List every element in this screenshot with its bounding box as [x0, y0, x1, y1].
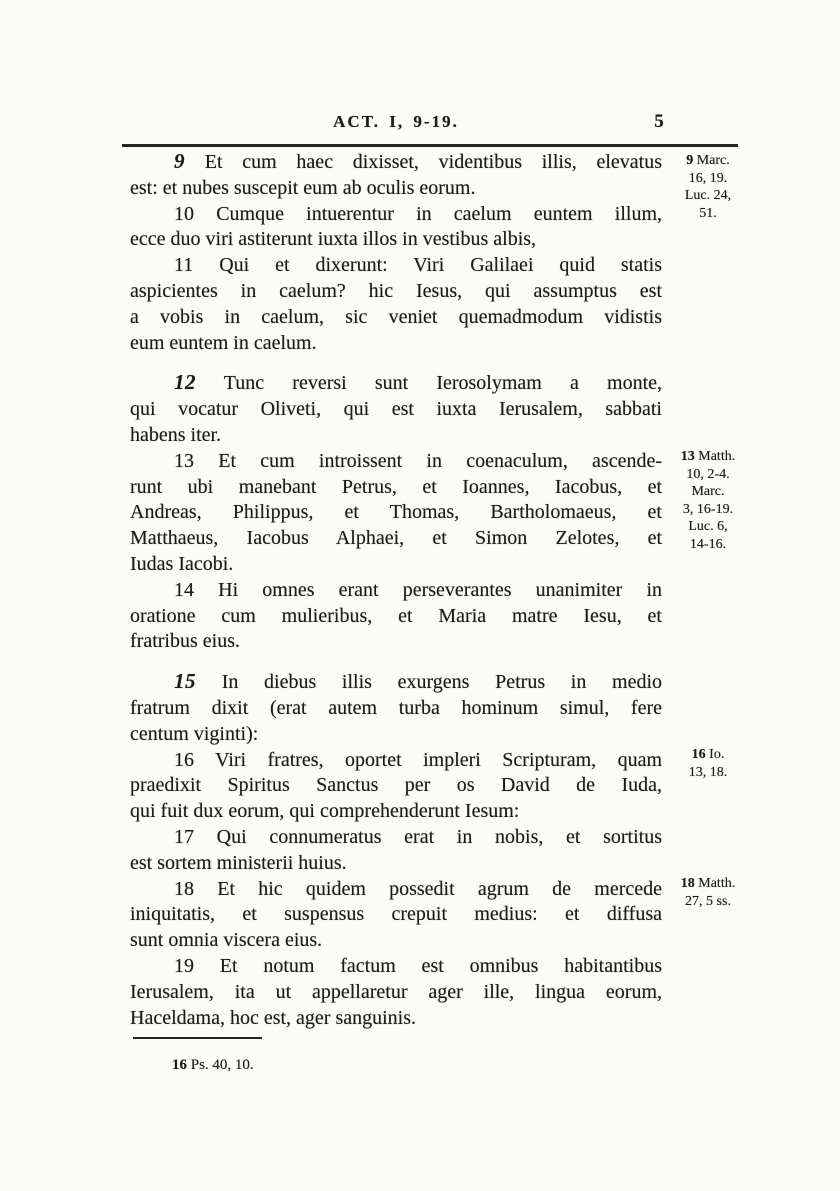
text-line: [130, 954, 662, 980]
margin-note-line: 16, 19.: [688, 170, 728, 186]
margin-note-line: [664, 875, 752, 893]
verse-line-text: Et cum haec dixisset, videntibus illis, elevatus: [204, 151, 663, 173]
margin-note-text: Matth.: [698, 449, 736, 464]
verse-line-text: Qui connumeratus erat in nobis, et sortitus: [216, 825, 663, 848]
text-line: qui fuit dux eorum, qui comprehenderunt Iesum:: [130, 800, 520, 823]
text-line: [130, 149, 662, 176]
margin-note-v16: [664, 746, 752, 781]
verse-number: 16: [174, 748, 194, 771]
text-line: est: et nubes suscepit eum ab oculis eorum.: [130, 176, 476, 199]
text-line: [130, 669, 662, 696]
verse-number: 11: [174, 254, 194, 277]
verse-number: 9: [174, 149, 185, 173]
verse-line-text: Et cum introissent in coenaculum, ascende-: [218, 449, 663, 472]
verse-number: 17: [174, 825, 194, 848]
verse-11: [130, 253, 662, 356]
verse-12: [130, 370, 662, 448]
margin-note-line: 10, 2-4.: [686, 466, 730, 482]
text-line: praedixit Spiritus Sanctus per os David de Iuda,: [130, 774, 662, 797]
margin-note-v13: [664, 448, 752, 553]
verse-17: [130, 825, 662, 877]
text-line: Haceldama, hoc est, ager sanguinis.: [130, 1006, 417, 1029]
margin-note-verse-ref: 9: [686, 153, 694, 168]
margin-note-text: Matth.: [698, 876, 736, 891]
margin-note-line: 13, 18.: [688, 764, 728, 780]
text-line: [130, 449, 662, 475]
margin-note-line: 51.: [699, 205, 717, 221]
verse-9: [130, 149, 662, 202]
verse-10: [130, 202, 662, 254]
verse-line-text: Qui et dixerunt: Viri Galilaei quid statis: [219, 254, 663, 277]
text-line: [130, 748, 662, 774]
text-line: habens iter.: [130, 423, 222, 446]
text-line: eum euntem in caelum.: [130, 331, 317, 354]
text-line: Matthaeus, Iacobus Alphaei, et Simon Zelotes, et: [130, 527, 662, 550]
verse-line-text: Viri fratres, oportet impleri Scripturam, quam: [215, 748, 663, 771]
text-line: Andreas, Philippus, et Thomas, Bartholomaeus, et: [130, 501, 662, 524]
margin-note-v9: [664, 152, 752, 222]
margin-note-line: Luc. 24,: [684, 188, 732, 203]
verse-line-text: In diebus illis exurgens Petrus in medio: [221, 671, 663, 694]
footnote: [172, 1057, 254, 1074]
margin-note-line: [664, 746, 752, 764]
margin-note-line: 14-16.: [689, 536, 727, 552]
text-line: Iudas Iacobi.: [130, 552, 234, 575]
verse-15: [130, 669, 662, 747]
margin-note-verse-ref: 13: [680, 449, 695, 464]
text-line: a vobis in caelum, sic veniet quemadmodum vidistis: [130, 305, 662, 328]
header-rule: [122, 144, 738, 147]
body-text: [130, 149, 662, 1031]
text-line: centum viginti):: [130, 722, 259, 745]
text-line: qui vocatur Oliveti, qui est iuxta Ierusalem, sabbati: [130, 398, 662, 421]
verse-line-text: Et notum factum est omnibus habitantibus: [219, 954, 663, 977]
margin-note-v18: [664, 875, 752, 910]
text-line: runt ubi manebant Petrus, et Ioannes, Iacobus, et: [130, 475, 662, 498]
verse-line-text: Tunc reversi sunt Ierosolymam a monte,: [223, 372, 662, 395]
margin-note-line: Luc. 6,: [688, 519, 728, 534]
verse-number: 15: [174, 669, 196, 694]
text-line: sunt omnia viscera eius.: [130, 929, 323, 952]
verse-14: [130, 578, 662, 655]
margin-note-text: Marc.: [696, 153, 730, 168]
verse-number: 12: [174, 370, 196, 395]
text-line: iniquitatis, et suspensus crepuit medius: et diffusa: [130, 903, 662, 926]
text-line: oratione cum mulieribus, et Maria matre Iesu, et: [130, 604, 662, 627]
verse-19: [130, 954, 662, 1031]
verse-number: 10: [174, 202, 194, 225]
verse-number: 19: [174, 954, 194, 977]
margin-note-line: Marc.: [691, 484, 725, 499]
footnote-text: Ps. 40, 10.: [190, 1057, 254, 1073]
footnote-ref: 16: [172, 1057, 187, 1073]
footnote-rule: [133, 1037, 262, 1039]
margin-note-line: [664, 152, 752, 170]
verse-number: 18: [174, 877, 194, 900]
text-line: fratrum dixit (erat autem turba hominum simul, fere: [130, 696, 662, 719]
margin-note-text: Io.: [709, 747, 725, 762]
margin-note-line: [664, 448, 752, 466]
margin-note-verse-ref: 18: [680, 876, 695, 891]
text-line: aspicientes in caelum? hic Iesus, qui assumptus est: [130, 279, 662, 302]
text-line: ecce duo viri astiterunt iuxta illos in vestibus albis,: [130, 228, 537, 251]
text-line: [130, 253, 662, 279]
margin-note-line: 3, 16-19.: [682, 501, 734, 517]
verse-13: [130, 449, 662, 578]
text-line: Ierusalem, ita ut appellaretur ager ille, lingua eorum,: [130, 980, 662, 1003]
verse-line-text: Hi omnes erant perseverantes unanimiter in: [218, 578, 663, 601]
running-header: ACT. I, 9-19.: [333, 112, 459, 131]
page-number: 5: [654, 111, 664, 132]
margin-note-line: 27, 5 ss.: [685, 893, 731, 909]
text-line: [130, 202, 662, 228]
text-line: [130, 877, 662, 903]
text-line: [130, 825, 662, 851]
verse-16: [130, 748, 662, 825]
verse-line-text: Et hic quidem possedit agrum de mercede: [217, 877, 663, 900]
verse-number: 14: [174, 578, 194, 601]
verse-number: 13: [174, 449, 194, 472]
margin-note-verse-ref: 16: [691, 747, 706, 762]
text-line: est sortem ministerii huius.: [130, 851, 347, 874]
verse-18: [130, 877, 662, 954]
verse-line-text: Cumque intuerentur in caelum euntem illum,: [216, 202, 662, 225]
text-line: fratribus eius.: [130, 630, 240, 653]
text-line: [130, 370, 662, 397]
text-line: [130, 578, 662, 604]
